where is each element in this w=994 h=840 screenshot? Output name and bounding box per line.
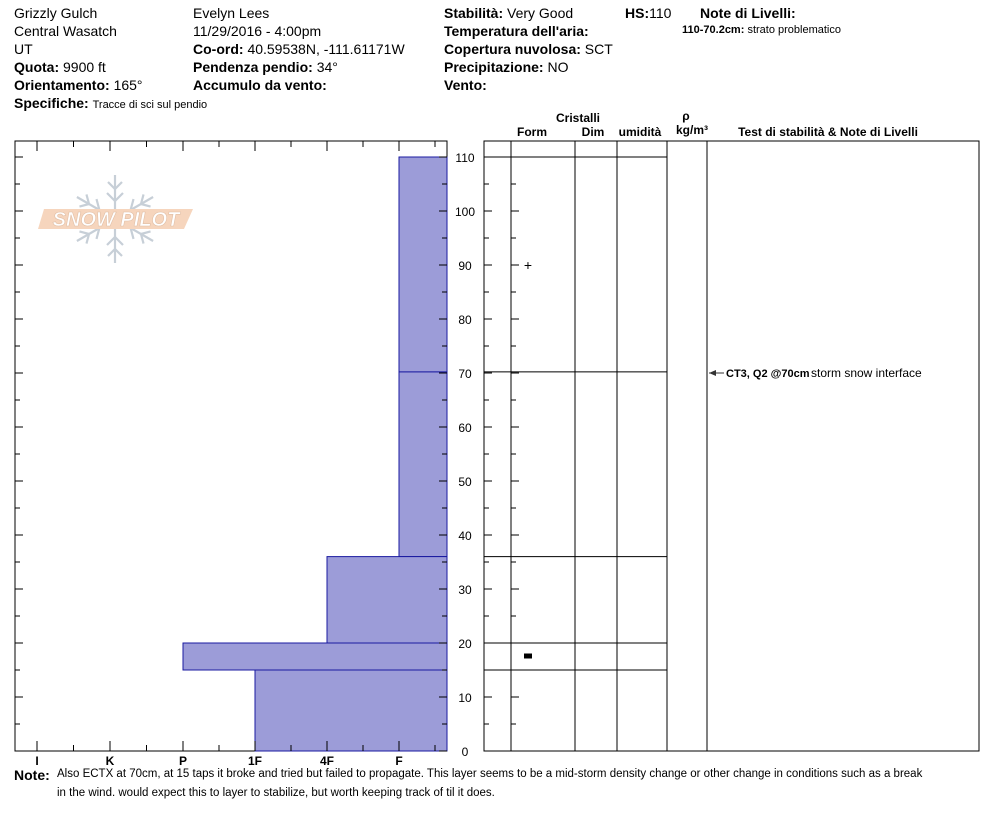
test-result-marker [709,366,922,380]
depth-tick-label-80: 80 [458,313,472,327]
coordinates-label: Co-ord: [193,41,244,57]
hardness-bar-0 [399,157,447,372]
air-temp-label: Temperatura dell'aria: [444,23,589,39]
crystals-header: Cristalli [555,111,601,125]
test-result-comment: storm snow interface [811,366,922,380]
logo-text: SNOW PILOT [52,209,180,231]
precip-label: Precipitazione: [444,59,544,75]
grain-symbols [524,257,532,659]
note-label: Note: [14,767,50,783]
depth-tick-label-90: 90 [458,259,472,273]
hardness-bar-3 [183,643,447,670]
hs-value: 110 [649,5,672,21]
density-header: kg/m³ [675,123,709,137]
precip-value: NO [547,59,569,75]
depth-tick-label-20: 20 [458,637,472,651]
test-arrow-head [709,370,716,376]
moisture-header: umidità [618,125,662,139]
aspect-label: Orientamento: [14,77,110,93]
note-line-1: Also ECTX at 70cm, at 15 taps it broke and tried but failed to propagate. This layer seems to be a mid-storm density change or other change in conditions such as a break [57,768,923,780]
specifics-value: Tracce di sci sul pendio [92,99,208,111]
tests-header: Test di stabilità & Note di Livelli [738,125,918,139]
hardness-tick-label-K: K [105,754,115,768]
hardness-tick-label-I: I [35,754,39,768]
hardness-tick-label-F: F [395,754,403,768]
hardness-tick-label-1F: 1F [247,754,263,768]
layer-note-range: 110-70.2cm: [682,24,745,36]
stability-value: Very Good [507,5,574,21]
slope-label: Pendenza pendio: [193,59,313,75]
form-header: Form [517,125,547,139]
depth-tick-label-60: 60 [458,421,472,435]
grain-symbol-1 [524,654,532,659]
grain-symbol-0: + [523,257,533,273]
specifics-label: Specifiche: [14,95,89,111]
hardness-bar-2 [327,557,447,643]
depth-tick-label-0: 0 [461,745,469,759]
layer-notes-label: Note di Livelli: [700,5,796,21]
slope-value: 34° [316,59,338,75]
wind-loading-label: Accumulo da vento: [193,77,327,93]
rho-header: ρ [682,109,690,123]
observer-name: Evelyn Lees [193,5,270,21]
hardness-bars [183,157,447,751]
depth-tick-label-100: 100 [454,205,476,219]
range-name: Central Wasatch [14,23,117,39]
size-header: Dim [581,125,605,139]
depth-tick-label-40: 40 [458,529,472,543]
hs-label: HS: [625,5,650,21]
elevation-value: 9900 ft [63,59,106,75]
hardness-tick-label-4F: 4F [319,754,335,768]
depth-tick-label-50: 50 [458,475,472,489]
profile-table-frame [484,141,979,751]
wind-label: Vento: [444,77,487,93]
cloud-value: SCT [584,41,613,57]
location-name: Grizzly Gulch [14,5,98,21]
hardness-bar-4 [255,670,447,751]
test-result-label: CT3, Q2 @70cm [726,368,810,380]
hardness-bar-1 [399,372,447,557]
layer-note-text: strato problematico [747,24,841,36]
coordinates-value: 40.59538N, -111.61171W [247,41,405,57]
observation-datetime: 11/29/2016 - 4:00pm [193,23,322,39]
stability-label: Stabilità: [444,5,504,21]
elevation-label: Quota: [14,59,60,75]
depth-tick-label-30: 30 [458,583,472,597]
hardness-tick-label-P: P [178,754,188,768]
depth-tick-label-110: 110 [455,151,475,165]
aspect-value: 165° [113,77,143,93]
depth-tick-label-70: 70 [458,367,472,381]
note-line-2: in the wind. would expect this to layer to stabilize, but worth keeping track of til it does. [57,787,495,799]
state-name: UT [14,41,33,57]
snowpilot-logo [38,175,193,263]
depth-tick-label-10: 10 [458,691,472,705]
cloud-label: Copertura nuvolosa: [444,41,581,57]
